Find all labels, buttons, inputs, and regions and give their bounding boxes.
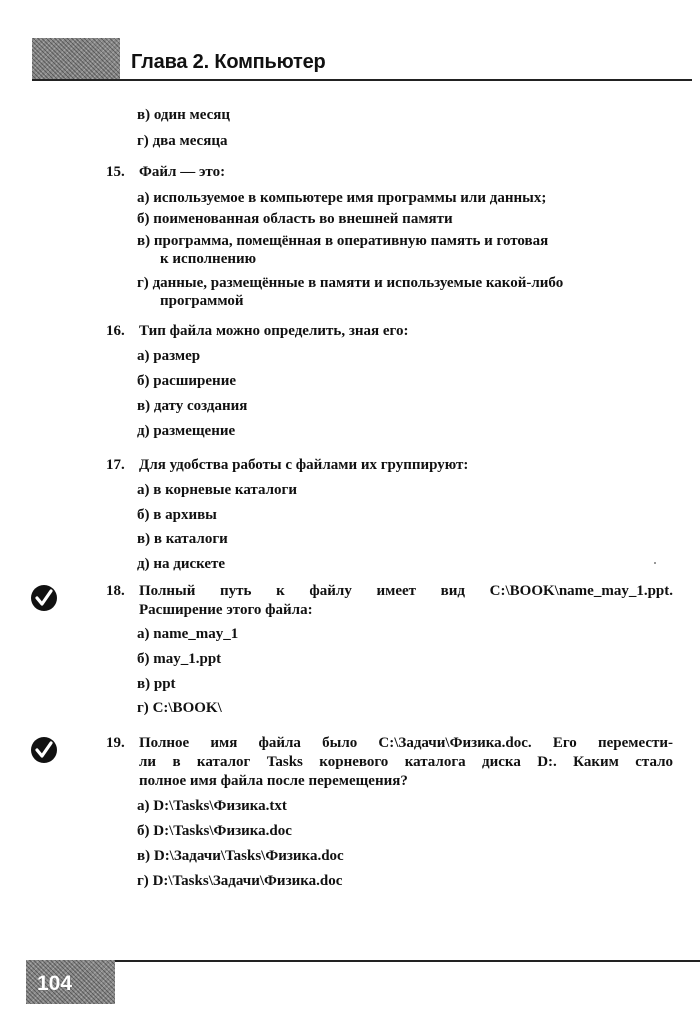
option-label: в)	[137, 107, 151, 123]
option-text: два месяца	[152, 133, 228, 149]
option-text: в каталоги	[153, 531, 228, 547]
option-label: б)	[137, 823, 150, 839]
option-text: ppt	[153, 676, 176, 692]
option-label: г)	[137, 873, 149, 889]
question-number: 17.	[106, 457, 125, 473]
option-label: б)	[137, 507, 150, 523]
option-v-continuation: к исполнению	[160, 251, 257, 267]
option-a	[137, 797, 287, 815]
option-text: дату создания	[153, 398, 248, 414]
option-text: размер	[153, 348, 201, 364]
option-label: г)	[137, 700, 149, 716]
option-text: C:\BOOK\	[152, 700, 222, 716]
option-text: D:\Tasks\Физика.doc	[153, 823, 292, 839]
option-v	[137, 397, 247, 415]
option-label: а)	[137, 482, 150, 498]
option-text: в корневые каталоги	[153, 482, 297, 498]
option-label: а)	[137, 190, 150, 206]
check-circle-icon	[30, 584, 58, 612]
option-label: а)	[137, 348, 150, 364]
option-label: б)	[137, 651, 150, 667]
option-v	[137, 675, 176, 693]
option-v	[137, 232, 548, 250]
option-continued-v	[137, 106, 230, 124]
option-label: г)	[137, 133, 149, 149]
option-label: б)	[137, 211, 150, 227]
option-label: в)	[137, 398, 151, 414]
question-number: 19.	[106, 735, 125, 751]
question-number: 15.	[106, 164, 125, 180]
option-text: D:\Tasks\Задачи\Физика.doc	[152, 873, 343, 889]
question-text: Для удобства работы с файлами их группируют:	[139, 457, 469, 473]
option-label: г)	[137, 275, 149, 291]
option-label: в)	[137, 848, 151, 864]
option-text: name_may_1	[153, 626, 239, 642]
option-a	[137, 189, 546, 207]
check-circle-icon	[30, 736, 58, 764]
option-a	[137, 347, 200, 365]
option-g	[137, 274, 563, 292]
option-text: размещение	[153, 423, 236, 439]
option-g-continuation: программой	[160, 293, 244, 309]
option-text: на дискете	[153, 556, 226, 572]
question-text-line-2: ли в каталог Tasks корневого каталога диска D:. Каким стало	[139, 754, 673, 770]
option-continued-g	[137, 132, 227, 150]
option-text: в архивы	[153, 507, 217, 523]
option-label: в)	[137, 676, 151, 692]
option-b	[137, 822, 292, 840]
option-d	[137, 555, 225, 573]
option-text: may_1.ppt	[153, 651, 222, 667]
header-rule	[32, 79, 692, 81]
page-number: 104	[37, 972, 73, 995]
option-label: б)	[137, 373, 150, 389]
option-a	[137, 625, 238, 643]
option-label: д)	[137, 423, 150, 439]
option-g	[137, 699, 222, 717]
question-number: 18.	[106, 583, 125, 599]
question-text-line-2: Расширение этого файла:	[139, 602, 313, 618]
option-label: д)	[137, 556, 150, 572]
option-v	[137, 530, 228, 548]
chapter-title: Глава 2. Компьютер	[131, 51, 326, 73]
option-b	[137, 506, 217, 524]
option-label: а)	[137, 626, 150, 642]
option-text: D:\Задачи\Tasks\Физика.doc	[153, 848, 344, 864]
question-text-line-3: полное имя файла после перемещения?	[139, 773, 408, 789]
option-label: в)	[137, 531, 151, 547]
question-text-line-1: Полное имя файла было C:\Задачи\Физика.doc. Его перемести-	[139, 735, 673, 751]
option-a	[137, 481, 297, 499]
option-v	[137, 847, 344, 865]
question-text: Файл — это:	[139, 164, 226, 180]
option-text: расширение	[153, 373, 236, 389]
option-text: программа, помещённая в оперативную память и готовая	[153, 233, 549, 249]
question-text: Тип файла можно определить, зная его:	[139, 323, 409, 339]
option-label: а)	[137, 798, 150, 814]
option-b	[137, 372, 236, 390]
question-number: 16.	[106, 323, 125, 339]
option-label: в)	[137, 233, 151, 249]
option-text: данные, размещённые в памяти и используемые какой-либо	[152, 275, 564, 291]
option-text: один месяц	[153, 107, 231, 123]
footer-rule	[115, 960, 700, 962]
option-b	[137, 650, 221, 668]
option-d	[137, 422, 235, 440]
option-b	[137, 210, 453, 228]
option-text: D:\Tasks\Физика.txt	[153, 798, 287, 814]
option-g	[137, 872, 342, 890]
question-text-line-1: Полный путь к файлу имеет вид C:\BOOK\name_may_1.ppt.	[139, 583, 673, 599]
print-speck	[654, 562, 656, 564]
option-text: используемое в компьютере имя программы или данных;	[153, 190, 547, 206]
option-text: поименованная область во внешней памяти	[153, 211, 453, 227]
chapter-header-block	[32, 38, 120, 80]
